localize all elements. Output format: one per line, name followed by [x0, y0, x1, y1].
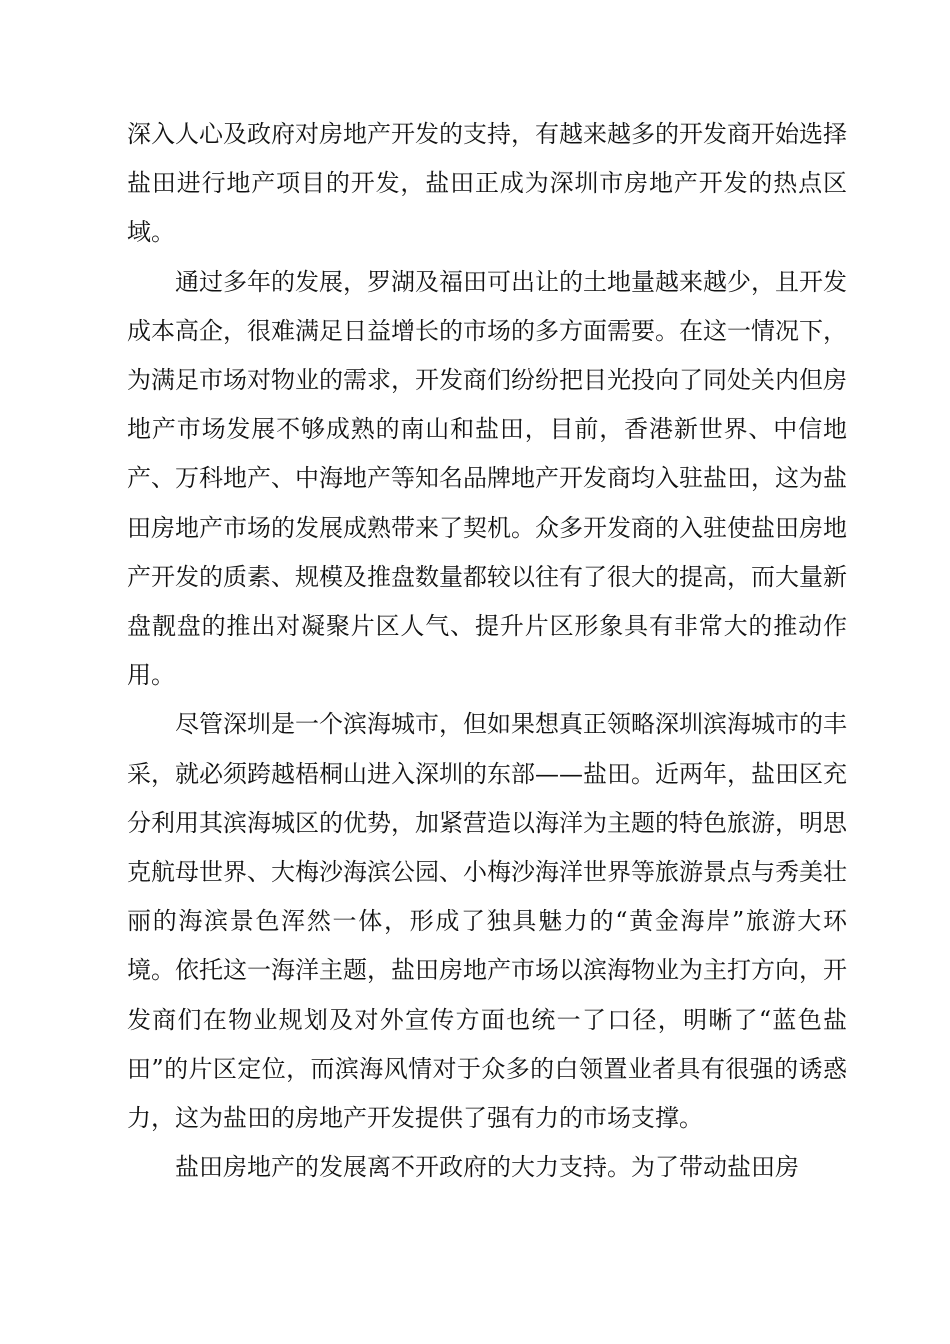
paragraph-land-supply: 通过多年的发展，罗湖及福田可出让的土地量越来越少，且开发成本高企，很难满足日益增长的市场的多方面需要。在这一情况下，为满足市场对物业的需求，开发商们纷纷把目光投向了同处关内但房地产市场发展不够成熟的南山和盐田，目前，香港新世界、中信地产、万科地产、中海地产等知名品牌地产开发商均入驻盐田，这为盐田房地产市场的发展成熟带来了契机。众多开发商的入驻使盐田房地产开发的质素、规模及推盘数量都较以往有了很大的提高，而大量新盘靓盘的推出对凝聚片区人气、提升片区形象具有非常大的推动作用。 — [127, 267, 847, 690]
document-body — [127, 110, 847, 1192]
paragraph-continuation: 深入人心及政府对房地产开发的支持，有越来越多的开发商开始选择盐田进行地产项目的开发，盐田正成为深圳市房地产开发的热点区域。 — [127, 120, 847, 247]
paragraph-government-support: 盐田房地产的发展离不开政府的大力支持。为了带动盐田房 — [175, 1153, 799, 1182]
paragraph-coastal-city: 尽管深圳是一个滨海城市，但如果想真正领略深圳滨海城市的丰采，就必须跨越梧桐山进入深圳的东部——盐田。近两年，盐田区充分利用其滨海城区的优势，加紧营造以海洋为主题的特色旅游，明思克航母世界、大梅沙海滨公园、小梅沙海洋世界等旅游景点与秀美壮丽的海滨景色浑然一体，形成了独具魅力的“黄金海岸”旅游大环境。依托这一海洋主题，盐田房地产市场以滨海物业为主打方向，开发商们在物业规划及对外宣传方面也统一了口径，明晰了“蓝色盐田”的片区定位，而滨海风情对于众多的白领置业者具有很强的诱惑力，这为盐田的房地产开发提供了强有力的市场支撑。 — [127, 710, 847, 1133]
